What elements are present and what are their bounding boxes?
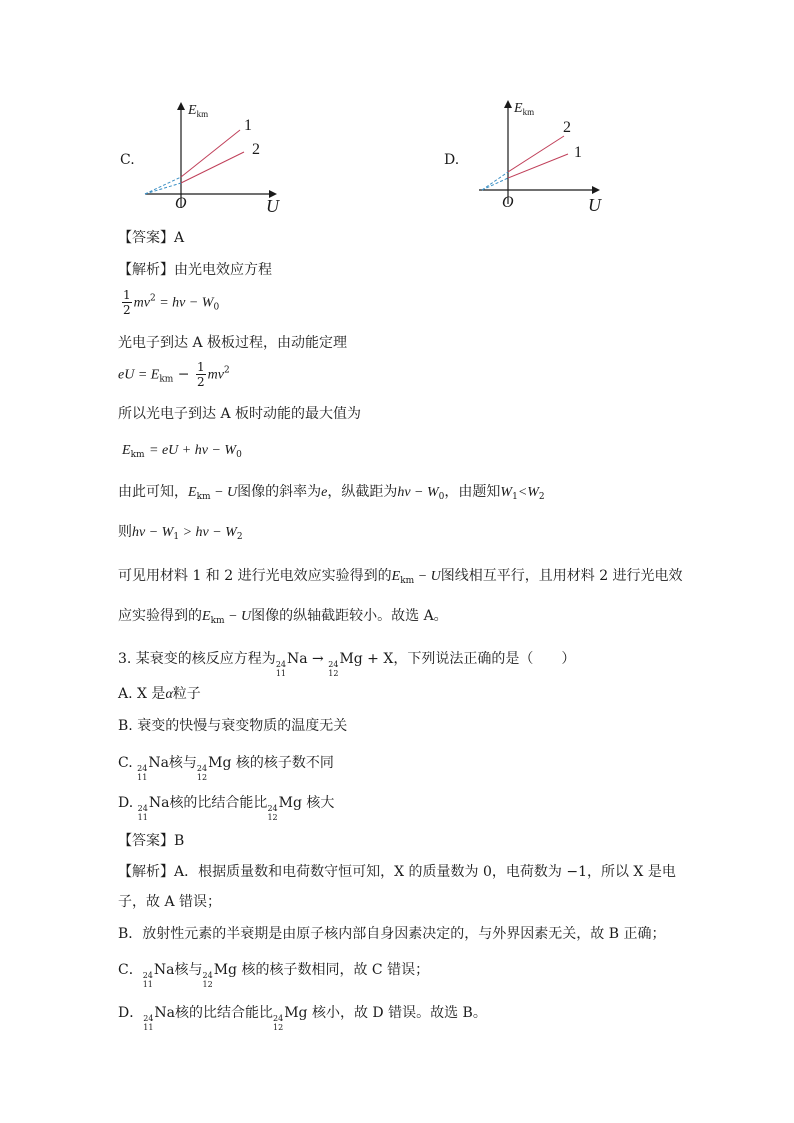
q2-answer: 【答案】A xyxy=(118,230,185,246)
q3-answer: 【答案】B xyxy=(118,833,185,849)
q2-analysis-line-5: 则$h\nu - W_1 > h\nu - W_2$ xyxy=(118,524,243,542)
graph-c-line-2-label: 2 xyxy=(252,141,260,158)
graph-c-x-label: U xyxy=(266,196,279,216)
q2-analysis-line-2: 光电子到达 A 极板过程，由动能定理 xyxy=(118,335,348,351)
q2-analysis-line-6: 可见用材料 1 和 2 进行光电效应实验得到的$E_{km} - U$图线相互平行，且用材料 2 进行光电效 xyxy=(118,568,683,586)
graph-c-line-1 xyxy=(181,130,240,177)
q3-analysis-line-2: B．放射性元素的半衰期是由原子核内部自身因素决定的，与外界因素无关，故 B 正确； xyxy=(118,926,666,942)
graph-d-line-2-label: 2 xyxy=(563,119,571,136)
graph-d-y-arrow xyxy=(504,100,512,108)
q3-analysis-line-3: C． 24 11 Na核与 24 12 Mg 核的核子数相同，故 C 错误； xyxy=(118,962,430,989)
graph-c-y-label: $E_{km}$ xyxy=(188,103,209,119)
q2-eq2: eU = $E_{km}$ − $\frac{1}{2}$ $mv^2$ xyxy=(118,360,230,389)
q3-analysis-line-4: D． 24 11 Na核的比结合能比 24 12 Mg 核小，故 D 错误。故选 B。 xyxy=(118,1005,487,1032)
graph-d-x-arrow xyxy=(592,186,600,194)
q3-option-a: A. X 是α粒子 xyxy=(118,686,201,702)
q3-analysis-line-1: 【解析】A．根据质量数和电荷数守恒可知，X 的质量数为 0，电荷数为 −1，所以 X 是电 xyxy=(118,864,676,880)
q3-option-b: B. 衰变的快慢与衰变物质的温度无关 xyxy=(118,718,348,734)
q2-analysis-line-4: 由此可知，$E_{km} - U$图像的斜率为e，纵截距为$h\nu - W_0$，由题知$W_1<W_2$ xyxy=(118,484,545,502)
q2-analysis-line-7: 应实验得到的$E_{km} - U$图像的纵轴截距较小。故选 A。 xyxy=(118,608,448,626)
option-c-label: C. xyxy=(120,152,135,168)
graph-c-dash-1 xyxy=(145,177,181,194)
graph-d xyxy=(474,96,624,214)
q2-eq1: $\frac{1}{2}$ $mv^2 = h\nu - W_0$ xyxy=(123,288,220,317)
graph-d-dash-2 xyxy=(482,178,508,190)
graph-c-line-1-label: 1 xyxy=(244,117,252,134)
graph-c-line-2 xyxy=(181,152,244,183)
q3-option-d: D. 24 11 Na核的比结合能比 24 12 Mg 核大 xyxy=(118,795,335,822)
option-d-label: D. xyxy=(444,152,460,168)
graph-c-dash-2 xyxy=(145,183,181,194)
q3-analysis-line-1b: 子，故 A 错误； xyxy=(118,894,222,910)
graph-d-x-label: U xyxy=(588,195,601,215)
q2-analysis-line-3: 所以光电子到达 A 板时动能的最大值为 xyxy=(118,406,362,422)
graph-c-y-arrow xyxy=(177,102,185,110)
q3-option-c: C. 24 11 Na核与 24 12 Mg 核的核子数不同 xyxy=(118,755,334,782)
graph-d-dash-1 xyxy=(482,172,508,190)
q2-analysis-line-1: 【解析】由光电效应方程 xyxy=(118,262,272,278)
q3-stem: 3. 某衰变的核反应方程为 24 11 Na → 24 12 Mg + X，下列说法正确的是（ ） xyxy=(118,651,576,678)
graph-d-y-label: $E_{km}$ xyxy=(514,101,535,117)
graph-c-origin: O xyxy=(175,195,187,212)
q2-eq3: $E_{km}$ = eU + $h\nu - W_0$ xyxy=(122,443,242,460)
graph-d-line-1-label: 1 xyxy=(574,144,582,161)
graph-d-origin: O xyxy=(502,194,514,211)
